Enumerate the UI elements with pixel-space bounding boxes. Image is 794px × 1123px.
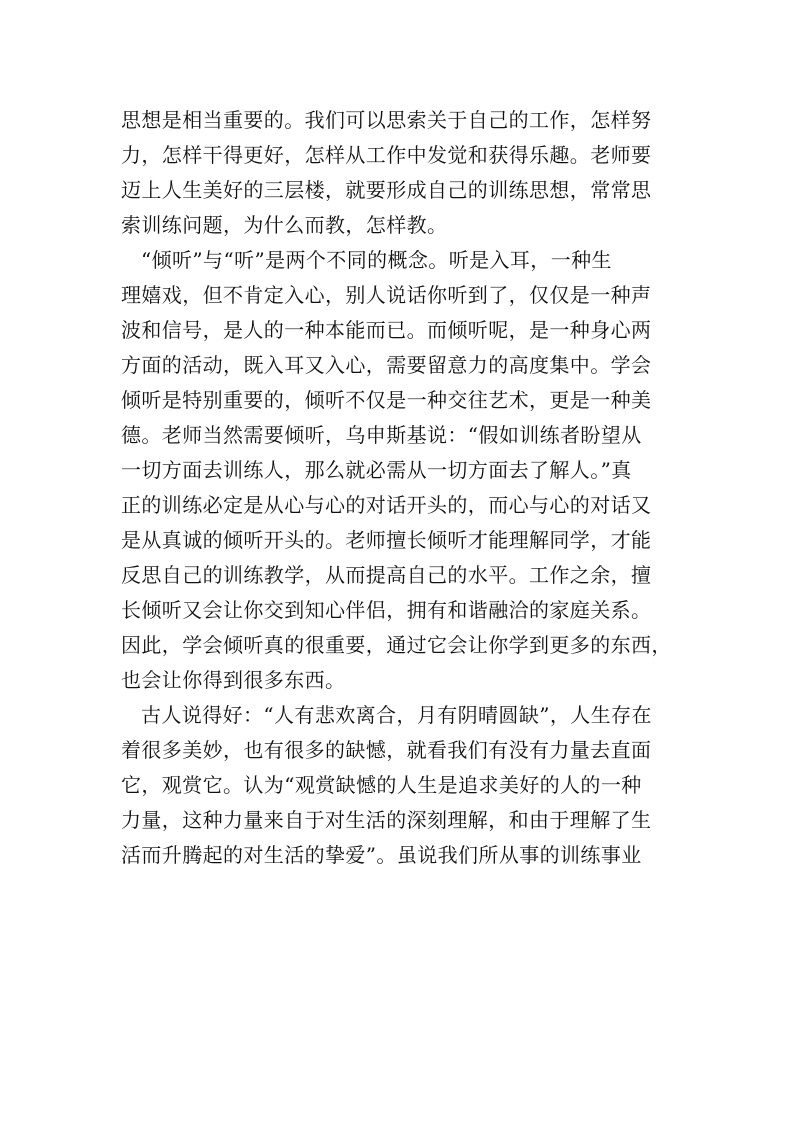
text-line: 是从真诚的倾听开头的。老师擅长倾听才能理解同学，才能	[121, 528, 652, 552]
text-line: 正的训练必定是从心与心的对话开头的，而心与心的对话又	[121, 493, 652, 517]
body-text	[121, 103, 681, 873]
text-line: 反思自己的训练教学，从而提高自己的水平。工作之余，擅	[121, 563, 652, 587]
text-line: 它，观赏它。认为“观赏缺憾的人生是追求美好的人的一种	[121, 773, 642, 797]
paragraph-start-line: “倾听”与“听”是两个不同的概念。听是入耳，一种生	[141, 248, 612, 272]
text-line: 长倾听又会让你交到知心伴侣，拥有和谐融洽的家庭关系。	[121, 598, 652, 622]
paragraph-start-line: 古人说得好：“人有悲欢离合，月有阴晴圆缺”，人生存在	[141, 703, 652, 727]
text-line: 力，怎样干得更好，怎样从工作中发觉和获得乐趣。老师要	[121, 143, 652, 167]
text-line: 一切方面去训练人，那么就必需从一切方面去了解人。”真	[121, 458, 632, 482]
text-line: 因此，学会倾听真的很重要，通过它会让你学到更多的东西，	[121, 633, 672, 657]
text-line: 也会让你得到很多东西。	[121, 668, 346, 692]
text-line: 波和信号，是人的一种本能而已。而倾听呢，是一种身心两	[121, 318, 652, 342]
text-line: 思想是相当重要的。我们可以思索关于自己的工作，怎样努	[121, 108, 652, 132]
text-line: 倾听是特别重要的，倾听不仅是一种交往艺术，更是一种美	[121, 388, 652, 412]
text-line: 方面的活动，既入耳又入心，需要留意力的高度集中。学会	[121, 353, 652, 377]
text-line: 着很多美妙，也有很多的缺憾，就看我们有没有力量去直面	[121, 738, 652, 762]
text-line: 理嬉戏，但不肯定入心，别人说话你听到了，仅仅是一种声	[121, 283, 652, 307]
text-line: 德。老师当然需要倾听，乌申斯基说：“假如训练者盼望从	[121, 423, 642, 447]
text-line: 迈上人生美好的三层楼，就要形成自己的训练思想，常常思	[121, 178, 652, 202]
text-line: 活而升腾起的对生活的挚爱”。虽说我们所从事的训练事业	[121, 843, 642, 867]
text-line: 索训练问题，为什么而教，怎样教。	[121, 213, 448, 237]
text-line: 力量，这种力量来自于对生活的深刻理解，和由于理解了生	[121, 808, 652, 832]
